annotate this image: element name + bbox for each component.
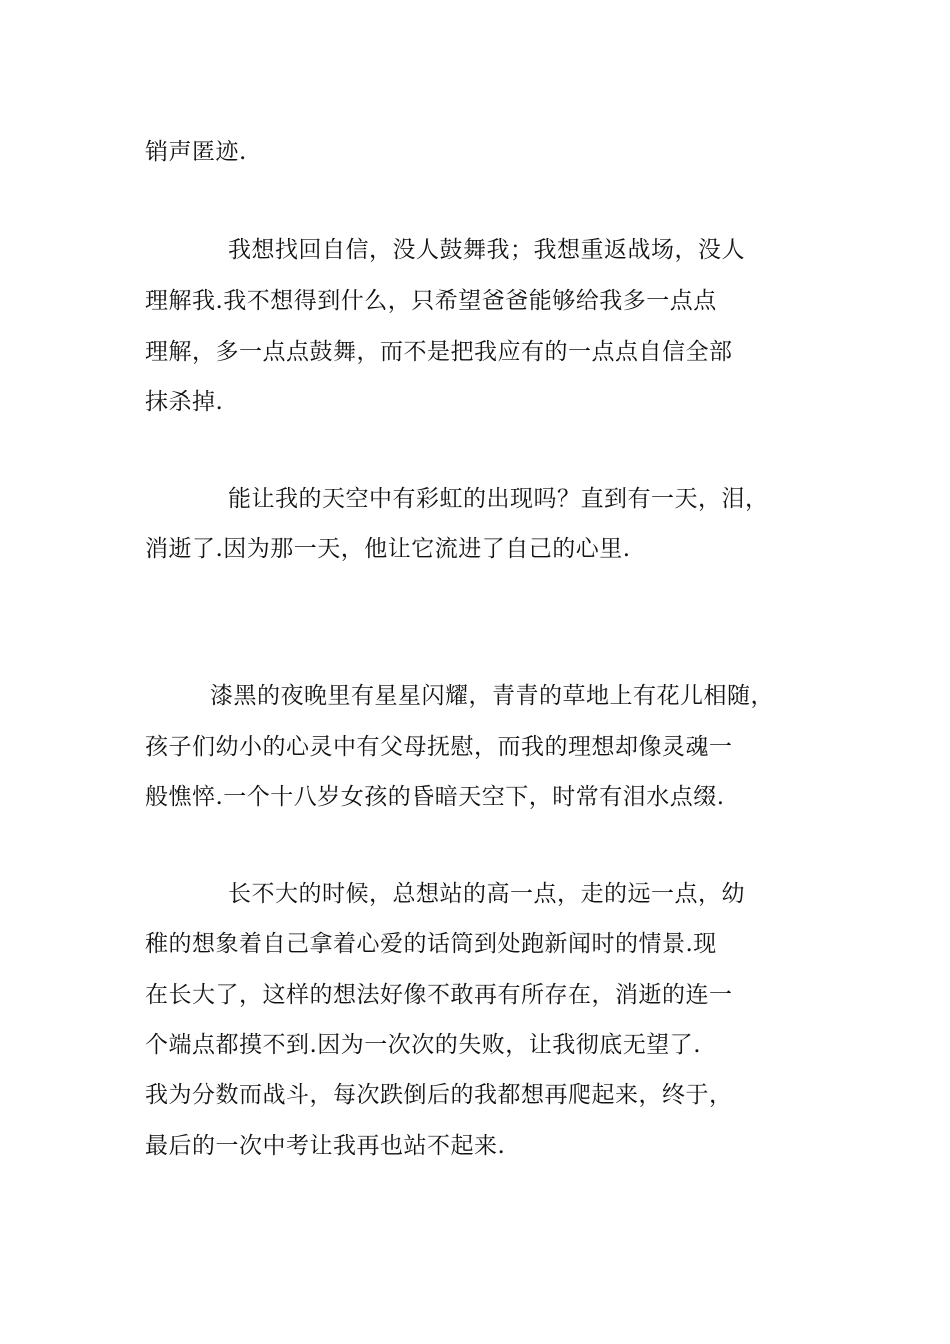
paragraph-4-line-3: 般憔悴.一个十八岁女孩的昏暗天空下，时常有泪水点缀. — [145, 784, 725, 810]
paragraph-5-line-5: 我为分数而战斗，每次跌倒后的我都想再爬起来，终于， — [145, 1082, 733, 1108]
paragraph-3-line-1: 能让我的天空中有彩虹的出现吗？直到有一天，泪， — [228, 486, 769, 512]
paragraph-5-line-6: 最后的一次中考让我再也站不起来. — [145, 1133, 506, 1159]
paragraph-1-line-1: 销声匿迹. — [145, 139, 247, 165]
paragraph-2-line-2: 理解我.我不想得到什么，只希望爸爸能够给我多一点点 — [145, 288, 717, 314]
paragraph-2-line-3: 理解，多一点点鼓舞，而不是把我应有的一点点自信全部 — [145, 339, 733, 365]
paragraph-2-line-4: 抹杀掉. — [145, 389, 224, 415]
paragraph-3-line-2: 消逝了.因为那一天，他让它流进了自己的心里. — [145, 536, 631, 562]
paragraph-5-line-1: 长不大的时候，总想站的高一点，走的远一点，幼 — [228, 881, 745, 907]
paragraph-4-line-2: 孩子们幼小的心灵中有父母抚慰，而我的理想却像灵魂一 — [145, 734, 733, 760]
paragraph-5-line-2: 稚的想象着自己拿着心爱的话筒到处跑新闻时的情景.现 — [145, 931, 717, 957]
paragraph-5-line-4: 个端点都摸不到.因为一次次的失败，让我彻底无望了. — [145, 1032, 702, 1058]
paragraph-5-line-3: 在长大了，这样的想法好像不敢再有所存在，消逝的连一 — [145, 982, 733, 1008]
paragraph-2-line-1: 我想找回自信，没人鼓舞我；我想重返战场，没人 — [228, 237, 745, 263]
paragraph-4-line-1: 漆黑的夜晚里有星星闪耀，青青的草地上有花儿相随， — [210, 683, 774, 709]
